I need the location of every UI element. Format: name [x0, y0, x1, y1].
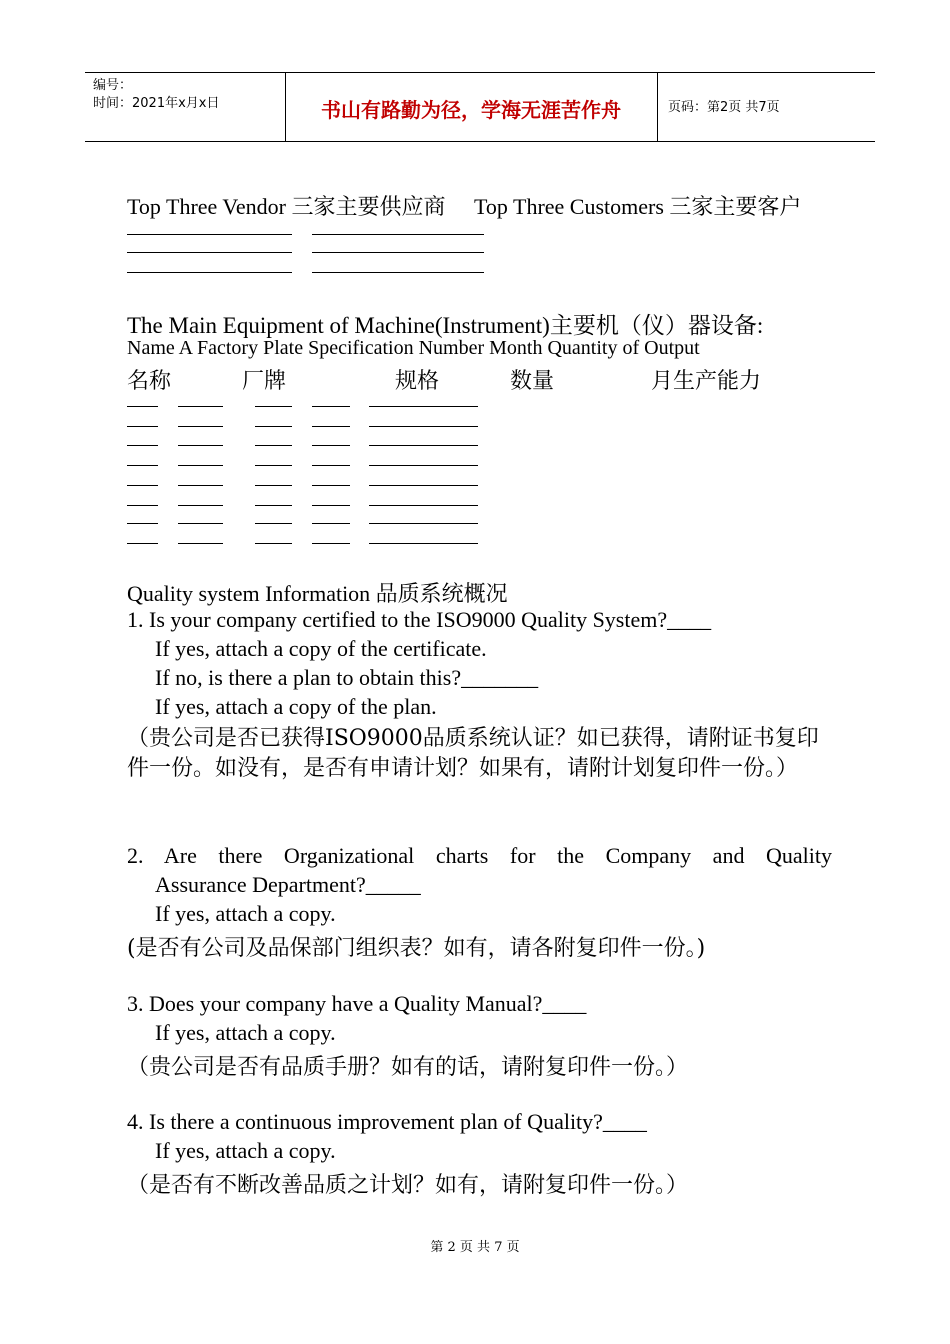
equipment-blank-line[interactable]	[255, 485, 292, 486]
quality-heading: Quality system Information 品质系统概况	[127, 581, 508, 606]
equipment-blank-line[interactable]	[312, 406, 350, 407]
header-page-cell	[658, 73, 875, 141]
equipment-blank-line[interactable]	[369, 406, 478, 407]
equipment-blank-line[interactable]	[312, 505, 350, 506]
equipment-blank-line[interactable]	[178, 465, 223, 466]
vendor-blank-line[interactable]	[127, 252, 292, 253]
equipment-blank-line[interactable]	[312, 445, 350, 446]
customer-heading: Top Three Customers 三家主要客户	[474, 194, 802, 219]
equipment-blank-line[interactable]	[178, 485, 223, 486]
equipment-blank-line[interactable]	[127, 485, 158, 486]
equipment-blank-line[interactable]	[312, 523, 350, 524]
header-motto-cell	[285, 73, 658, 141]
q2-line2: Assurance Department?_____	[155, 872, 421, 897]
q1-line2: If yes, attach a copy of the certificate.	[155, 636, 487, 661]
equipment-blank-line[interactable]	[312, 426, 350, 427]
q2-chinese: (是否有公司及品保部门组织表？如有，请各附复印件一份。)	[127, 936, 706, 961]
equipment-blank-line[interactable]	[369, 465, 478, 466]
equipment-blank-line[interactable]	[178, 523, 223, 524]
col-brand-cn: 厂牌	[242, 369, 287, 394]
equipment-blank-line[interactable]	[369, 445, 478, 446]
equipment-blank-line[interactable]	[178, 406, 223, 407]
q1-line4: If yes, attach a copy of the plan.	[155, 694, 437, 719]
q3-line2: If yes, attach a copy.	[155, 1020, 336, 1045]
motto-text: 书山有路勤为径，学海无涯苦作舟	[321, 98, 621, 122]
q3-chinese: （贵公司是否有品质手册？如有的话，请附复印件一份。）	[127, 1055, 689, 1080]
q1-line3: If no, is there a plan to obtain this?_______	[155, 665, 539, 690]
col-output-cn: 月生产能力	[651, 369, 762, 394]
equipment-blank-line[interactable]	[127, 523, 158, 524]
equipment-blank-line[interactable]	[127, 445, 158, 446]
q4-line1: 4. Is there a continuous improvement plan of Quality?____	[127, 1109, 647, 1134]
equipment-heading: The Main Equipment of Machine(Instrument)主要机（仪）器设备:	[127, 313, 764, 338]
equipment-blank-line[interactable]	[127, 543, 158, 544]
q1-line1: 1. Is your company certified to the ISO9000 Quality System?____	[127, 607, 712, 632]
equipment-blank-line[interactable]	[369, 523, 478, 524]
q2-line1: 2. Are there Organizational charts for the Company and Quality	[127, 843, 832, 868]
time-label: 时间：2021年x月x日	[93, 96, 220, 111]
equipment-blank-line[interactable]	[312, 485, 350, 486]
vendor-heading: Top Three Vendor 三家主要供应商	[127, 194, 446, 219]
col-name-cn: 名称	[127, 369, 172, 394]
equipment-blank-line[interactable]	[255, 406, 292, 407]
q4-line2: If yes, attach a copy.	[155, 1138, 336, 1163]
col-spec-cn: 规格	[395, 369, 440, 394]
customer-blank-line[interactable]	[312, 252, 484, 253]
equipment-blank-line[interactable]	[127, 505, 158, 506]
customer-blank-line[interactable]	[312, 272, 484, 273]
header-left-cell	[85, 73, 286, 141]
equipment-blank-line[interactable]	[369, 543, 478, 544]
equipment-blank-line[interactable]	[255, 543, 292, 544]
equipment-blank-line[interactable]	[312, 465, 350, 466]
equipment-blank-line[interactable]	[369, 505, 478, 506]
equipment-columns-en: Name A Factory Plate Specification Number Month Quantity of Output	[127, 337, 700, 359]
q4-chinese: （是否有不断改善品质之计划？如有，请附复印件一份。）	[127, 1173, 689, 1198]
equipment-blank-line[interactable]	[312, 543, 350, 544]
equipment-blank-line[interactable]	[127, 406, 158, 407]
q3-line1: 3. Does your company have a Quality Manual?____	[127, 991, 587, 1016]
equipment-blank-line[interactable]	[369, 485, 478, 486]
equipment-blank-line[interactable]	[255, 426, 292, 427]
equipment-blank-line[interactable]	[127, 426, 158, 427]
equipment-blank-line[interactable]	[127, 465, 158, 466]
page-header	[85, 72, 875, 142]
equipment-blank-line[interactable]	[255, 445, 292, 446]
q2-line3: If yes, attach a copy.	[155, 901, 336, 926]
vendor-blank-line[interactable]	[127, 272, 292, 273]
equipment-blank-line[interactable]	[369, 426, 478, 427]
equipment-blank-line[interactable]	[178, 445, 223, 446]
page-footer: 第 2 页 共 7 页	[430, 1240, 520, 1255]
equipment-blank-line[interactable]	[178, 543, 223, 544]
equipment-blank-line[interactable]	[178, 426, 223, 427]
number-label: 编号：	[93, 78, 133, 93]
page-info: 页码：第2页 共7页	[668, 100, 780, 115]
vendor-blank-line[interactable]	[127, 234, 292, 235]
equipment-blank-line[interactable]	[255, 465, 292, 466]
equipment-blank-line[interactable]	[255, 505, 292, 506]
col-number-cn: 数量	[510, 369, 555, 394]
equipment-blank-line[interactable]	[178, 505, 223, 506]
equipment-blank-line[interactable]	[255, 523, 292, 524]
customer-blank-line[interactable]	[312, 234, 484, 235]
q1-chinese: （贵公司是否已获得ISO9000品质系统认证？如已获得，请附证书复印件一份。如没有，是否有申请计划？如果有，请附计划复印件一份。）	[127, 726, 819, 781]
